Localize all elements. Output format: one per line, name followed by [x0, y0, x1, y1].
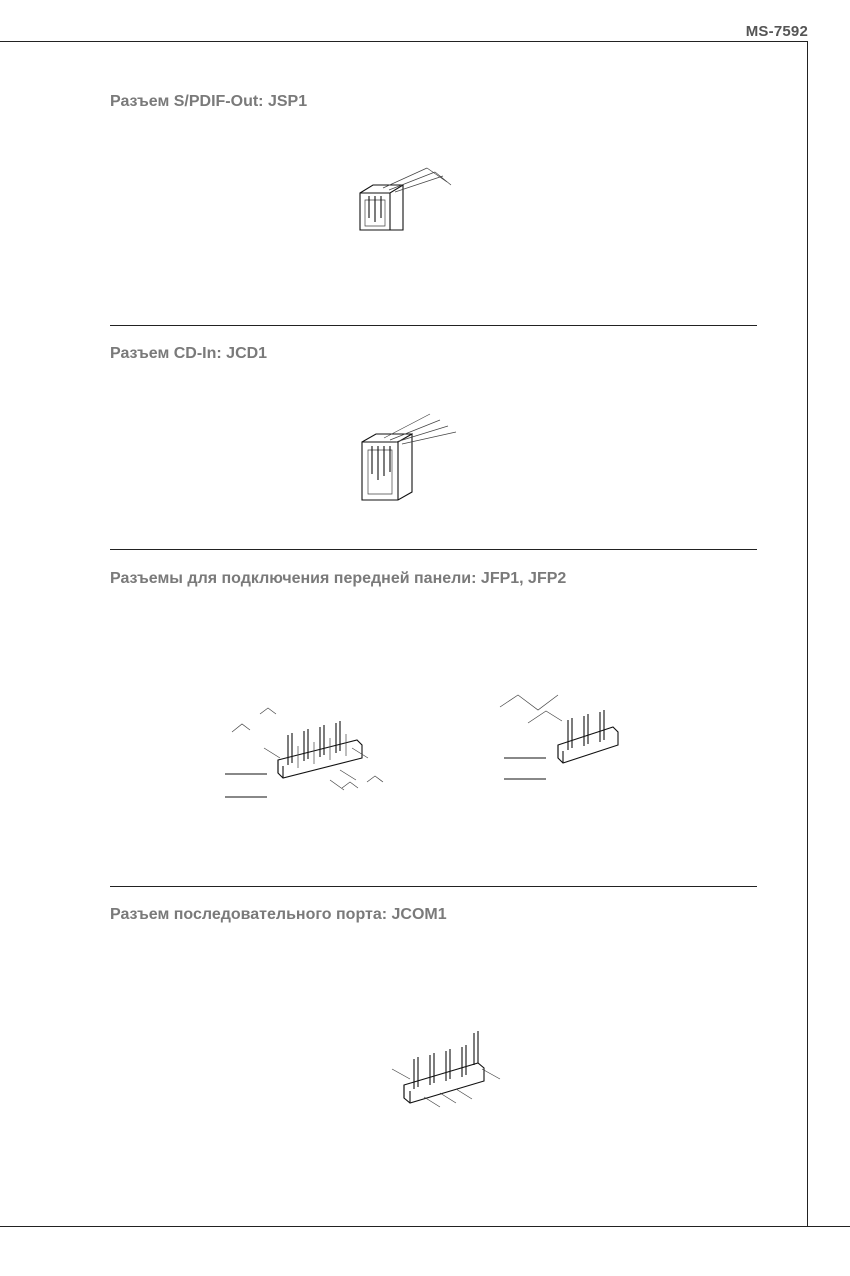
page-edge-rule	[807, 41, 808, 1227]
jcom1-connector-diagram	[390, 1025, 520, 1115]
cdin-connector-diagram	[360, 410, 470, 500]
section-title-com: Разъем последовательного порта: JCOM1	[110, 906, 447, 923]
section-title-spdif: Разъем S/PDIF-Out: JSP1	[110, 93, 308, 110]
section-title-cdin: Разъем CD-In: JCD1	[110, 345, 268, 362]
section-divider	[110, 325, 757, 326]
header-rule	[0, 41, 808, 42]
section-divider	[110, 886, 757, 887]
spdif-connector-diagram	[355, 160, 465, 240]
footer-rule	[0, 1226, 850, 1227]
model-number: MS-7592	[745, 23, 808, 40]
jfp1-connector-diagram	[222, 700, 402, 815]
jfp2-connector-diagram	[498, 675, 658, 790]
section-title-front-panel: Разъемы для подключения передней панели: JFP1, JFP2	[110, 570, 567, 587]
section-divider	[110, 549, 757, 550]
